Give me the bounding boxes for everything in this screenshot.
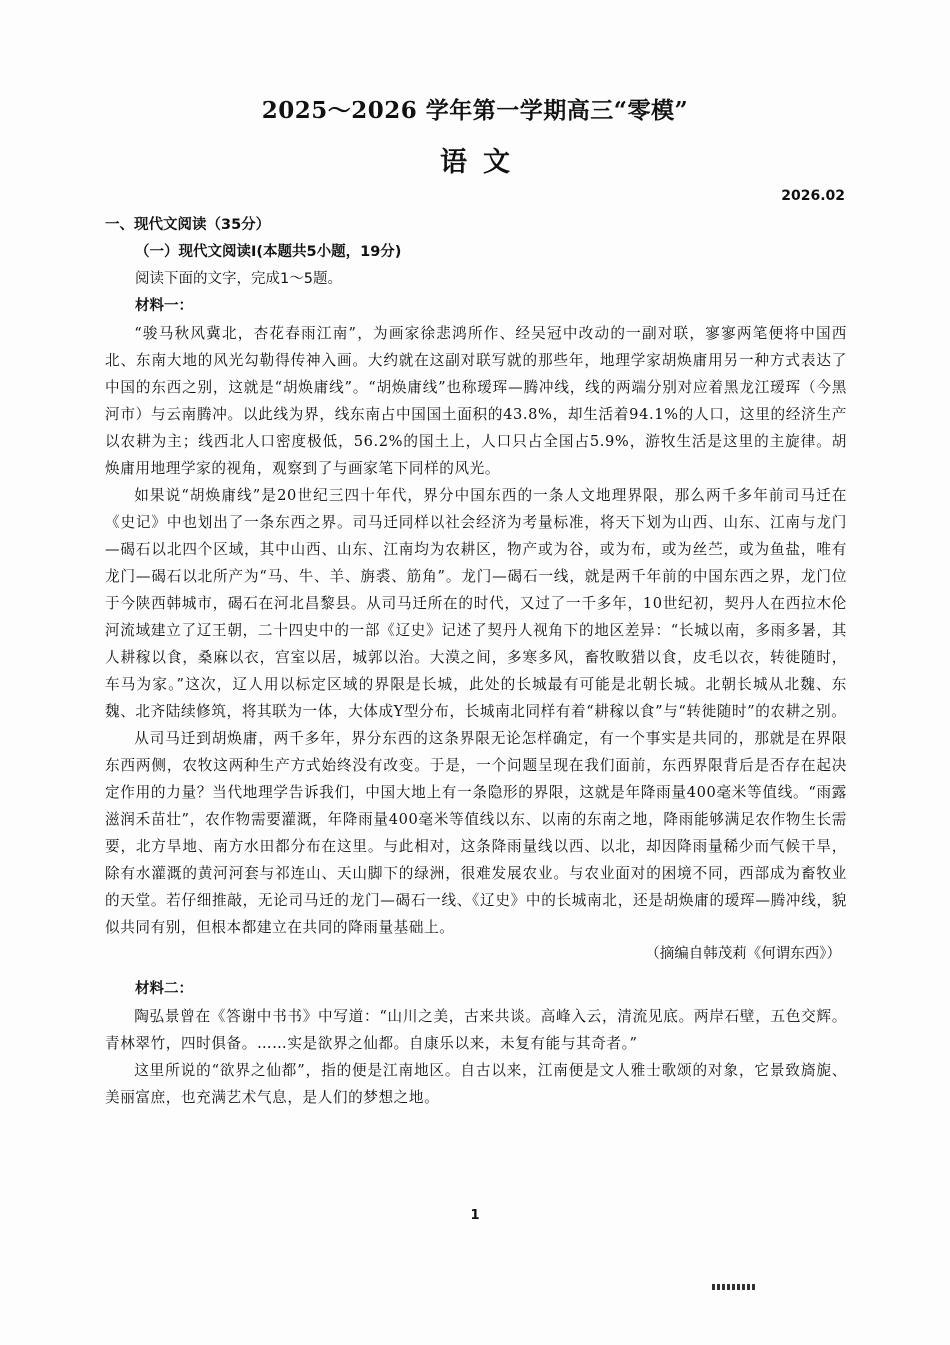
page-number: 1	[470, 1208, 480, 1223]
material-two-paragraph: 陶弘景曾在《答谢中书书》中写道：“山川之美，古来共谈。高峰入云，清流见底。两岸石壁，五色交辉。青林翠竹，四时俱备。……实是欲界之仙都。自康乐以来，未复有能与其奇者。”	[105, 1008, 847, 1052]
section-heading: 一、现代文阅读（35分）	[105, 217, 271, 233]
subject-title: 语文	[440, 147, 526, 178]
subsection-heading: （一）现代文阅读Ⅰ(本题共5小题，19分)	[135, 244, 402, 260]
exam-title: 2025～2026 学年第一学期高三“零模”	[261, 97, 689, 124]
material-one-paragraph: “骏马秋风冀北，杏花春雨江南”，为画家徐悲鸿所作、经吴冠中改动的一副对联，寥寥两笔便将中国西北、东南大地的风光勾勒得传神入画。大约就在这副对联写就的那些年，地理学家胡焕庸用另一种方式表达了中国的东西之别，这就是“胡焕庸线”。“胡焕庸线”也称瑷珲—腾冲线，线的两端分别对应着黑龙江瑷珲（今黑河市）与云南腾冲。以此线为界，线东南占中国国土面积的43.8%，却生活着94.1%的人口，这里的经济生产以农耕为主；线西北人口密度极低，56.2%的国土上，人口只占全国占5.9%，游牧生活是这里的主旋律。胡焕庸用地理学家的视角，观察到了与画家笔下同样的风光。	[105, 325, 847, 477]
material-one-paragraph: 如果说“胡焕庸线”是20世纪三四十年代，界分中国东西的一条人文地理界限，那么两千多年前司马迁在《史记》中也划出了一条东西之界。司马迁同样以社会经济为考量标准，将天下划为山西、山东、江南与龙门—碣石以北四个区域，其中山西、山东、江南均为农耕区，物产或为谷，或为布，或为丝苎，或为鱼盐，唯有龙门—碣石以北所产为“马、牛、羊、旃裘、筋角”。龙门—碣石一线，就是两千年前的中国东西之界，龙门位于今陕西韩城市，碣石在河北昌黎县。从司马迁所在的时代，又过了一千多年，10世纪初，契丹人在西拉木伦河流域建立了辽王朝，二十四史中的一部《辽史》记述了契丹人视角下的地区差异：“长城以南，多雨多暑，其人耕稼以食，桑麻以衣，宫室以居，城郭以治。大漠之间，多寒多风，畜牧畋猎以食，皮毛以衣，转徙随时，车马为家。”这次，辽人用以标定区域的界限是长城，此处的长城最有可能是北朝长城。北朝长城从北魏、东魏、北齐陆续修筑，将其联为一体，大体成Y型分布，长城南北同样有着“耕稼以食”与“转徙随时”的农耕之别。	[105, 487, 847, 720]
material-one-paragraph: 从司马迁到胡焕庸，两千多年，界分东西的这条界限无论怎样确定，有一个事实是共同的，那就是在界限东西两侧，农牧这两种生产方式始终没有改变。于是，一个问题呈现在我们面前，东西界限背后是否存在起决定作用的力量？当代地理学告诉我们，中国大地上有一条隐形的界限，这就是年降雨量400毫米等值线。“雨露滋润禾苗壮”，农作物需要灌溉，年降雨量400毫米等值线以东、以南的东南之地，降雨能够满足农作物生长需要，北方旱地、南方水田都分布在这里。与此相对，这条降雨量线以西、以北，却因降雨量稀少而气候干旱，除有水灌溉的黄河河套与祁连山、天山脚下的绿洲，很难发展农业。与农业面对的困境不同，西部成为畜牧业的天堂。若仔细推敲，无论司马迁的龙门—碣石一线、《辽史》中的长城南北，还是胡焕庸的瑷珲—腾冲线，貌似共同有别，但根本都建立在共同的降雨量基础上。	[105, 730, 847, 936]
exam-content	[105, 212, 847, 1111]
exam-date: 2026.02	[781, 188, 845, 204]
material-one-label: 材料一：	[135, 298, 193, 314]
material-two-paragraph: 这里所说的“欲界之仙都”，指的便是江南地区。自古以来，江南便是文人雅士歌颂的对象，它景致旖旎、美丽富庶，也充满艺术气息，是人们的梦想之地。	[105, 1062, 847, 1106]
instruction-text: 阅读下面的文字，完成1～5题。	[135, 271, 342, 287]
material-two-label: 材料二：	[135, 981, 193, 997]
qr-code-fragment	[712, 1284, 756, 1290]
material-one-source: （摘编自韩茂莉《何谓东西》）	[645, 946, 841, 962]
